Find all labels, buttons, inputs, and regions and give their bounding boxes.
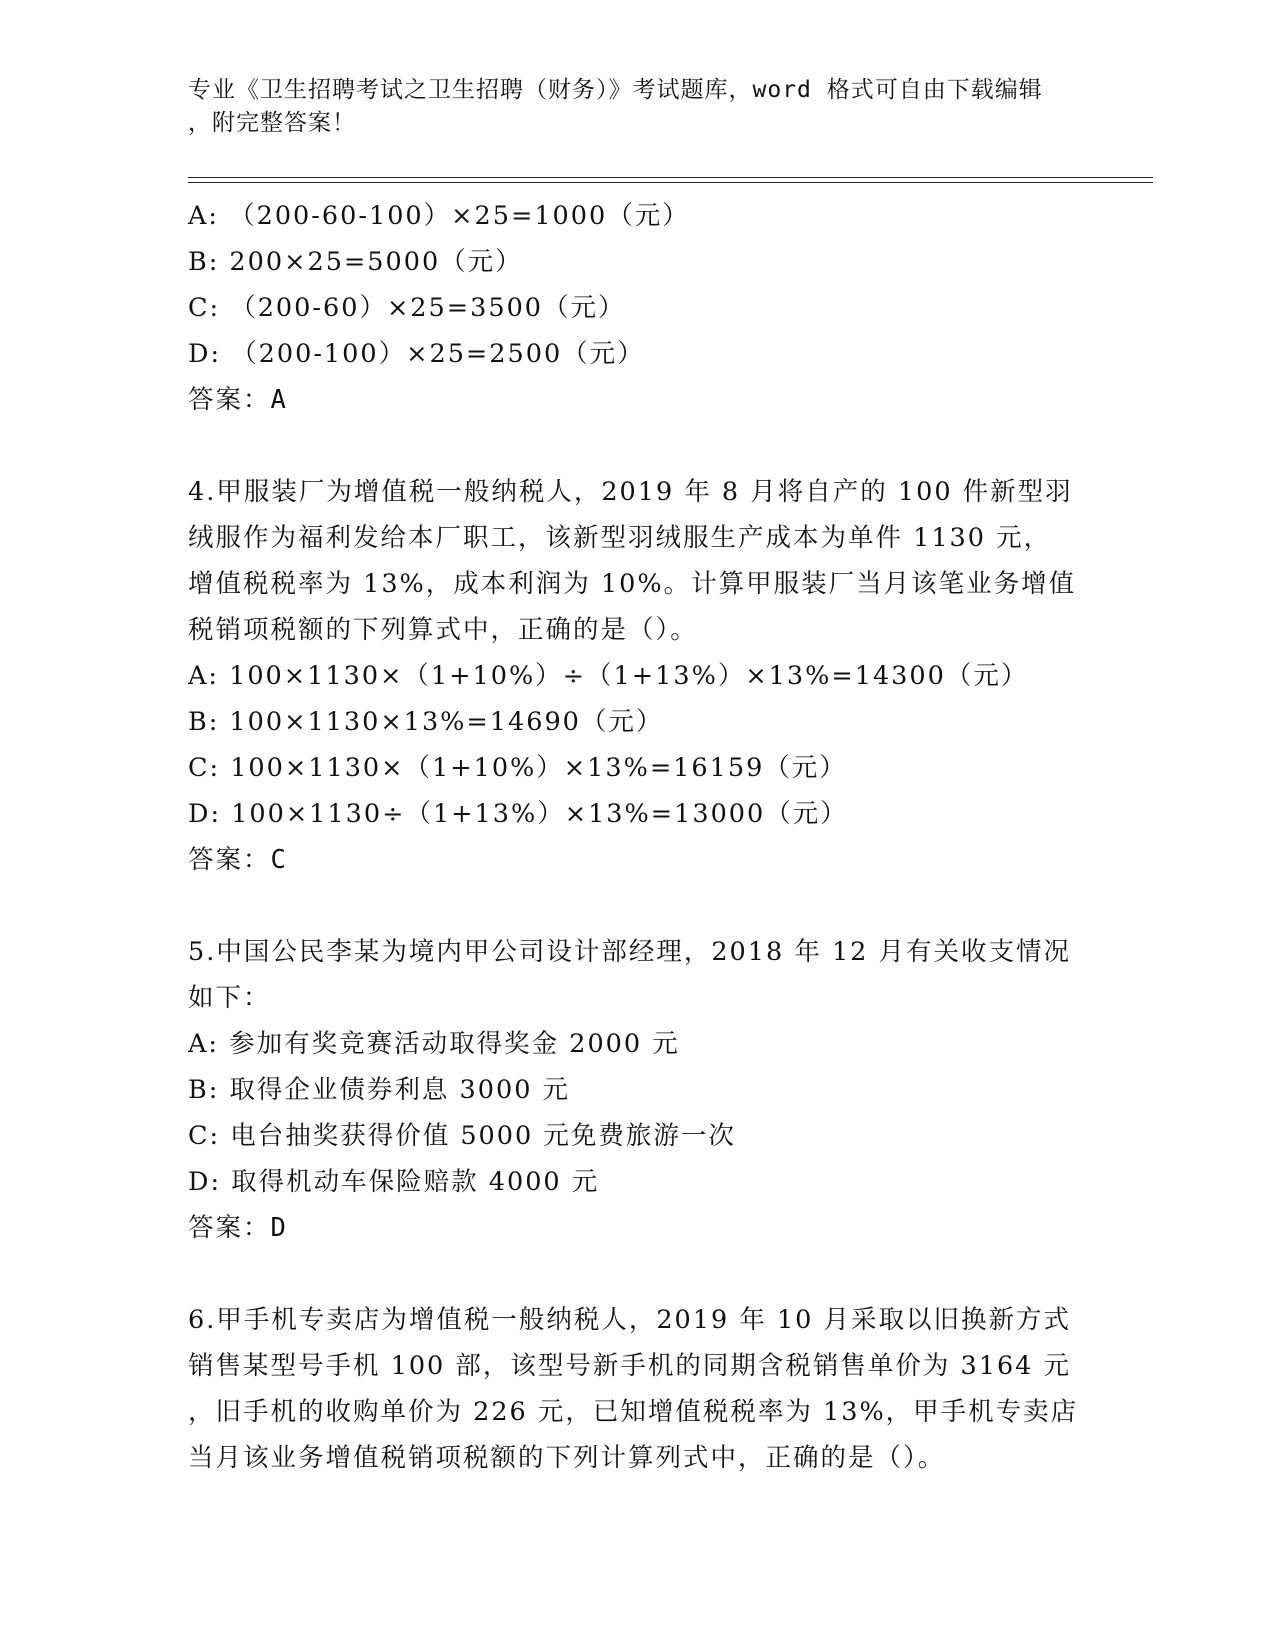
- question-stem: 绒服作为福利发给本厂职工，该新型羽绒服生产成本为单件 1130 元，: [188, 523, 1052, 553]
- question-stem: ，旧手机的收购单价为 226 元，已知增值税税率为 13%，甲手机专卖店: [188, 1397, 1079, 1427]
- option-c: C: 电台抽奖获得价值 5000 元免费旅游一次: [188, 1121, 736, 1151]
- option-b: B: 100×1130×13%=14690（元）: [188, 707, 664, 737]
- question-5: [188, 929, 1088, 1251]
- question-stem: 5.中国公民李某为境内甲公司设计部经理，2018 年 12 月有关收支情况: [188, 937, 1071, 967]
- option-d: D: （200-100）×25=2500（元）: [188, 339, 645, 369]
- question-6: [188, 1297, 1088, 1481]
- question-3: [188, 193, 1088, 423]
- question-spacer: [188, 1251, 1088, 1297]
- question-4: [188, 469, 1088, 883]
- question-stem: 税销项税额的下列算式中，正确的是（）。: [188, 615, 698, 645]
- option-b: B: 取得企业债券利息 3000 元: [188, 1075, 571, 1105]
- header-line: ，附完整答案！: [188, 110, 356, 136]
- question-stem: 如下：: [188, 983, 271, 1013]
- question-stem: 增值税税率为 13%，成本利润为 10%。计算甲服装厂当月该笔业务增值: [188, 569, 1077, 599]
- option-a: A: 100×1130×（1+10%）÷（1+13%）×13%=14300（元）: [188, 661, 1029, 691]
- option-c: C: （200-60）×25=3500（元）: [188, 293, 626, 323]
- question-content: [188, 193, 1088, 1481]
- option-c: C: 100×1130×（1+10%）×13%=16159（元）: [188, 753, 847, 783]
- option-d: D: 取得机动车保险赔款 4000 元: [188, 1167, 600, 1197]
- question-stem: 销售某型号手机 100 部，该型号新手机的同期含税销售单价为 3164 元: [188, 1351, 1071, 1381]
- question-stem: 当月该业务增值税销项税额的下列计算列式中，正确的是（）。: [188, 1443, 946, 1473]
- question-spacer: [188, 423, 1088, 469]
- question-stem: 6.甲手机专卖店为增值税一般纳税人，2019 年 10 月采取以旧换新方式: [188, 1305, 1071, 1335]
- question-spacer: [188, 883, 1088, 929]
- answer-line: 答案：C: [188, 845, 288, 875]
- option-a: A: （200-60-100）×25=1000（元）: [188, 201, 690, 231]
- option-d: D: 100×1130÷（1+13%）×13%=13000（元）: [188, 799, 848, 829]
- header-line: 专业《卫生招聘考试之卫生招聘（财务）》考试题库，word 格式可自由下载编辑: [188, 77, 1043, 103]
- question-stem: 4.甲服装厂为增值税一般纳税人，2019 年 8 月将自产的 100 件新型羽: [188, 477, 1073, 507]
- document-header: [188, 74, 1078, 140]
- answer-line: 答案：A: [188, 385, 288, 415]
- answer-line: 答案：D: [188, 1213, 288, 1243]
- option-a: A: 参加有奖竞赛活动取得奖金 2000 元: [188, 1029, 680, 1059]
- option-b: B: 200×25=5000（元）: [188, 247, 523, 277]
- header-divider: [188, 177, 1153, 183]
